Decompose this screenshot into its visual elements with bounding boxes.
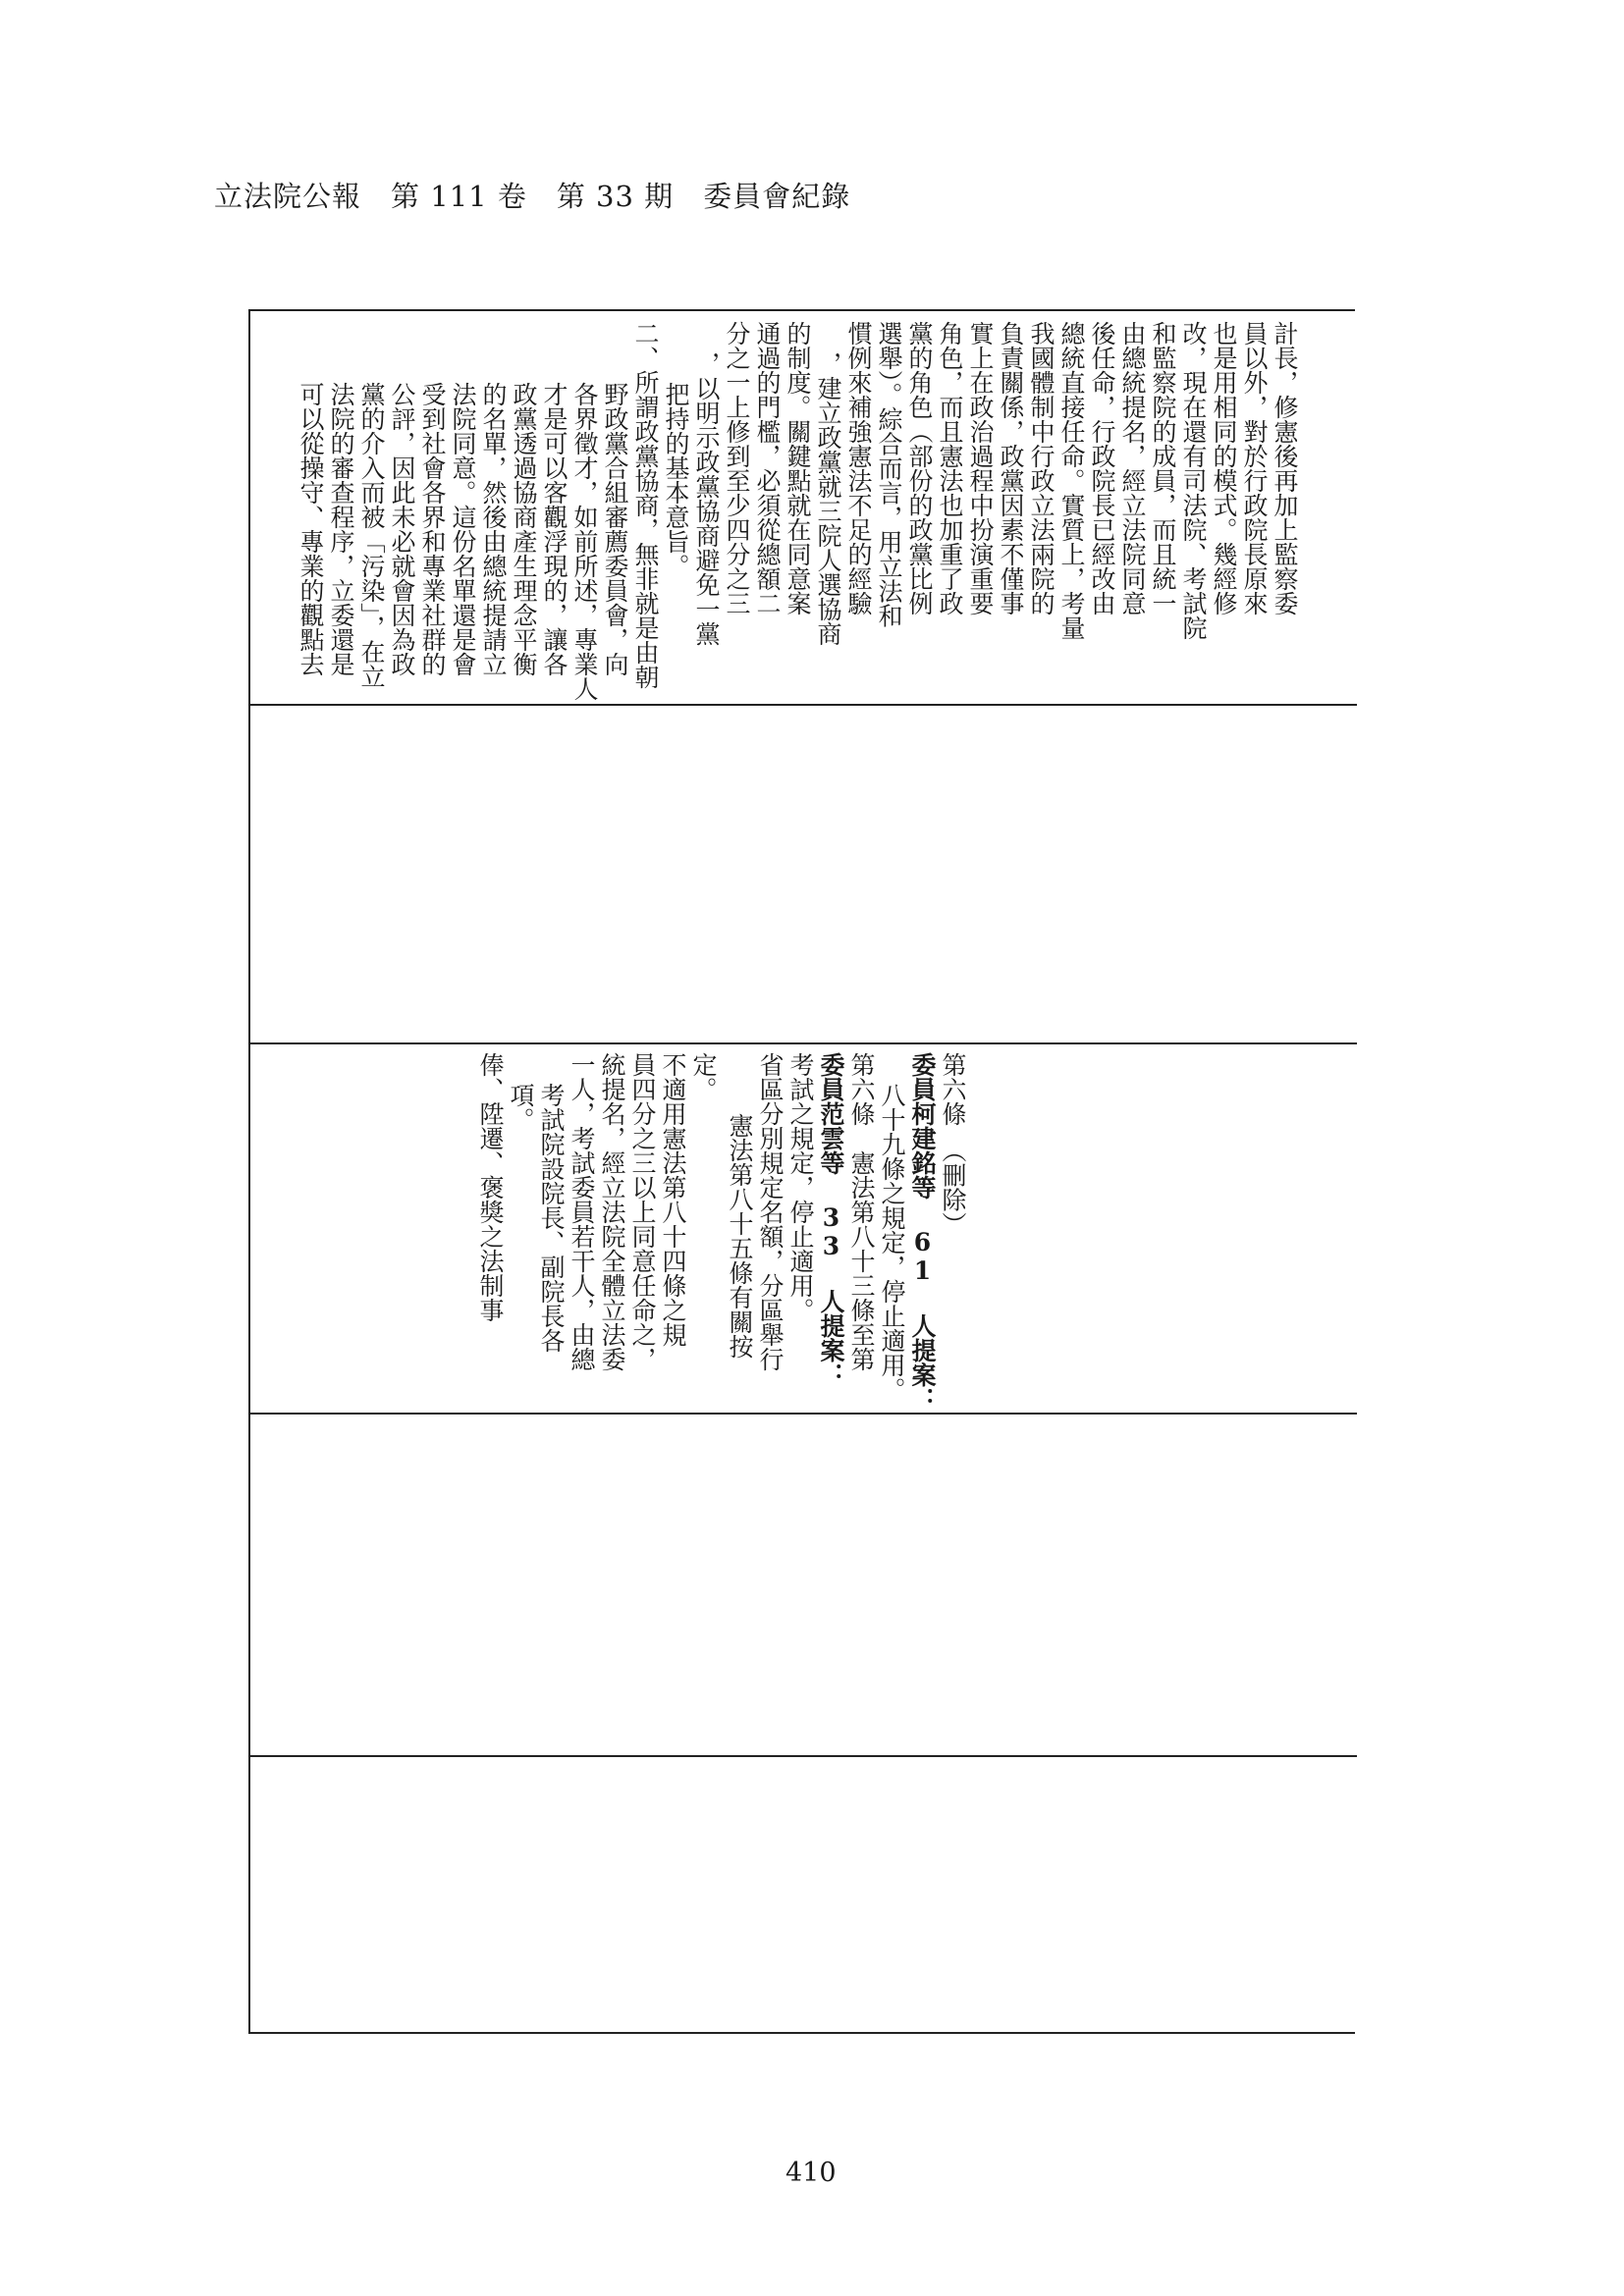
reason-line: 分之一上修到至少四分之三 — [723, 321, 751, 615]
text-line — [877, 1052, 907, 1402]
publication-name: 立法院公報 — [214, 180, 362, 213]
text-span: ， — [628, 1347, 657, 1371]
row-divider — [250, 1042, 1357, 1044]
issue: 第 33 期 — [556, 180, 675, 213]
text-line: 省區分別規定名額，分區舉行 — [756, 1052, 785, 1371]
text-line: 考試院設院長、副院長各 — [537, 1083, 566, 1353]
page-number: 410 — [785, 2158, 837, 2188]
reason-line: 的制度。關鍵點就在同意案 — [784, 321, 812, 615]
amended-span: 八十九條之規定，停止適用。 — [878, 1083, 906, 1402]
reason-line: ，以明示政黨協商避免一黨 — [692, 351, 721, 646]
proposal-heading: 委員柯建銘等 61 人提案： — [908, 1052, 937, 1412]
reason-line: 才是可以客觀浮現的，讓各 — [540, 382, 568, 676]
reason-line: 負責關係，政黨因素不僅事 — [997, 321, 1025, 615]
reason-line: 角色，而且憲法也加重了政 — [936, 321, 964, 615]
section: 委員會紀錄 — [703, 180, 851, 213]
text-line: 一人，考試委員若干人，由總 — [568, 1052, 596, 1371]
amended-span: 憲法第八十三條至第 — [847, 1150, 876, 1371]
row-divider — [250, 1755, 1357, 1757]
reason-line: 總統直接任命。實質上，考量 — [1057, 321, 1086, 640]
reason-line: 改，現在還有司法院、考試院 — [1179, 321, 1208, 640]
reason-line: 慣例來補強憲法不足的經驗 — [844, 321, 873, 615]
reason-line: 計長，修憲後再加上監察委 — [1271, 321, 1299, 615]
row-divider — [250, 1413, 1357, 1415]
text-line — [627, 1052, 658, 1371]
volume: 第 111 卷 — [391, 180, 527, 213]
deleted-note: （刪除） — [939, 1150, 967, 1237]
text-line — [846, 1052, 877, 1371]
reason-line: ，建立政黨就三院人選協商 — [814, 351, 842, 646]
reason-line: 把持的基本意旨。 — [662, 382, 690, 578]
text-line: 考試之規定，停止適用。 — [786, 1052, 815, 1322]
text-span: 統提名， — [598, 1052, 626, 1150]
reason-line: 的名單，然後由總統提請立 — [479, 382, 508, 676]
reason-line: 我國體制中行政立法兩院的 — [1027, 321, 1056, 615]
page-header — [214, 175, 850, 215]
reason-line: 通過的門檻，必須從總額二 — [753, 321, 782, 615]
text-line: 憲法第八十五條有關按 — [726, 1113, 754, 1359]
reason-line: 黨的介入而被「污染」，在立 — [357, 382, 386, 689]
reason-line: 受到社會各界和專業社群的 — [418, 382, 447, 676]
reason-line: 選舉）。綜合而言，用立法和 — [875, 321, 903, 628]
reason-line: 野政黨合組審薦委員會，向 — [601, 382, 629, 676]
proposal-heading: 委員范雲等 33 人提案： — [817, 1052, 845, 1387]
reason-line: 後任命，行政院長已經改由 — [1088, 321, 1116, 615]
text-line: 俸、陞遷、褒獎之法制事 — [476, 1052, 505, 1322]
reason-line: 由總統提名，經立法院同意 — [1118, 321, 1147, 615]
amended-span: 經立法院全體立法委 — [598, 1150, 626, 1371]
reason-line: 員以外，對於行政院長原來 — [1240, 321, 1269, 615]
reason-line: 也是用相同的模式。幾經修 — [1210, 321, 1238, 615]
text-line — [938, 1052, 968, 1237]
reason-line: 可以從操守、專業的觀點去 — [297, 382, 325, 676]
reason-line: 各界徵才，如前所述，專業人 — [570, 382, 599, 701]
article-label: 第六條 — [847, 1052, 876, 1126]
text-line: 不適用憲法第八十四條之規 — [659, 1052, 687, 1347]
reason-line: 和監察院的成員，而且統一 — [1149, 321, 1177, 615]
reason-line: 實上在政治過程中扮演重要 — [966, 321, 995, 615]
text-line — [597, 1052, 627, 1371]
text-line: 定。 — [689, 1052, 718, 1101]
reason-line: 二、所謂政黨協商，無非就是由朝 — [631, 321, 660, 689]
reason-line: 法院同意。這份名單還是會 — [449, 382, 477, 676]
comparison-table — [248, 309, 1355, 2034]
reason-line: 法院的審查程序，立委還是 — [327, 382, 355, 676]
reason-line: 公評，因此未必就會因為政 — [388, 382, 416, 676]
reason-line: 黨的角色（部份的政黨比例 — [905, 321, 934, 615]
amended-span: 員四分之三以上同意任命之 — [628, 1052, 657, 1347]
article-label: 第六條 — [939, 1052, 967, 1126]
text-line: 項。 — [507, 1083, 535, 1132]
reason-line: 政黨透過協商產生理念平衡 — [510, 382, 538, 676]
